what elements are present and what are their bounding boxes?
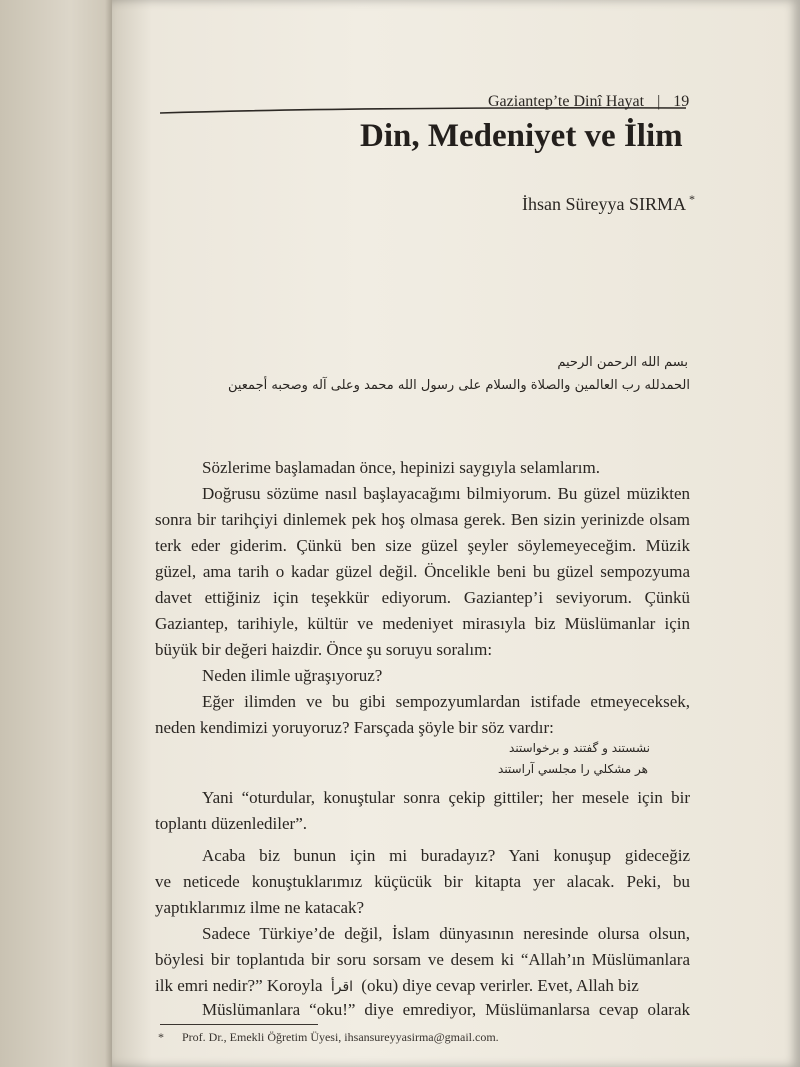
paragraph-line: Sadece Türkiye’de değil, İslam dünyasının neresinde olursa olsun, [202,924,690,943]
header-rule [160,105,686,115]
paragraph-line: büyük bir değeri haizdir. Önce şu soruyu soralım: [155,640,493,659]
left-page-edge [0,0,118,1067]
footnote [158,1030,499,1045]
article-author [522,192,695,215]
paragraph-line: neden kendimizi yoruyoruz? Farsçada şöyle bir söz vardır: [155,718,554,737]
paragraph-line: böylesi bir toplantıda bir soru sorsam ve desem ki “Allah’ın Müslümanlara [155,950,690,969]
persian-verse-line: هر مشكلي را مجلسي آراستند [498,762,648,776]
paragraph-fragment: (oku) diye cevap verirler. Evet, Allah biz [361,976,639,995]
paragraph-line: Müslümanlara “oku!” diye emrediyor, Müslümanlarsa cevap olarak [202,1000,690,1019]
footnote-mark: * [158,1030,164,1044]
paragraph-line: Gaziantep, tarihiyle, kültür ve medeniyet mirasıyla biz Müslümanlar için [155,614,690,633]
paragraph-line: güzel, ama tarih o kadar güzel değil. Öncelikle beni bu güzel sempozyuma [155,562,690,581]
paragraph-line: toplantı düzenlediler”. [155,814,307,833]
paragraph-line: terk eder giderim. Çünkü ben size güzel şeyler söylemeyeceğim. Müzik [155,536,690,555]
paragraph-line: Doğrusu sözüme nasıl başlayacağımı bilmiyorum. Bu güzel müzikten [202,484,690,503]
paragraph-line: Eğer ilimden ve bu gibi sempozyumlardan istifade etmeyeceksek, [202,692,690,711]
arabic-iqra: اقرأ [330,979,354,995]
author-footnote-mark: * [689,192,695,206]
paragraph-line: yaptıklarımız ilme ne katacak? [155,898,365,917]
article-title: Din, Medeniyet ve İlim [360,118,683,154]
header-separator: | [657,93,661,110]
running-title: Gaziantep’te Dinî Hayat [488,93,645,110]
paragraph-line: Neden ilimle uğraşıyoruz? [202,666,383,685]
basmala: بسم الله الرحمن الرحيم [557,355,688,370]
paragraph-line: ve neticede konuştuklarımız küçücük bir kitapta yer alacak. Peki, bu [155,872,690,891]
paragraph-line: Sözlerime başlamadan önce, hepinizi saygıyla selamlarım. [202,458,600,477]
footnote-rule [160,1024,318,1025]
footnote-text: Prof. Dr., Emekli Öğretim Üyesi, ihsansureyyasirma@gmail.com. [182,1030,499,1044]
paragraph-line: Acaba biz bunun için mi buradayız? Yani konuşup gideceğiz [202,846,690,865]
persian-verse-line: نشستند و گفتند و برخواستند [509,741,650,755]
page-number: 19 [673,93,690,110]
paragraph-line: Yani “oturdular, konuştular sonra çekip gittiler; her mesele için bir [202,788,690,807]
author-name: İhsan Süreyya SIRMA [522,194,686,214]
paragraph-line-mixed [155,973,690,1000]
paragraph-line: davet ettiğiniz için teşekkür ediyorum. Gaziantep’i seviyorum. Çünkü [155,588,690,607]
hamdala: الحمدلله رب العالمين والصلاة والسلام على رسول الله محمد وعلى آله وصحبه أجمعين [227,378,690,393]
paragraph-fragment: ilk emri nedir?” Koroyla [155,976,323,995]
paragraph-line: sonra bir tarihçiyi dinlemek pek hoş olmasa gerek. Ben sizin yerinizde olsam [155,510,690,529]
